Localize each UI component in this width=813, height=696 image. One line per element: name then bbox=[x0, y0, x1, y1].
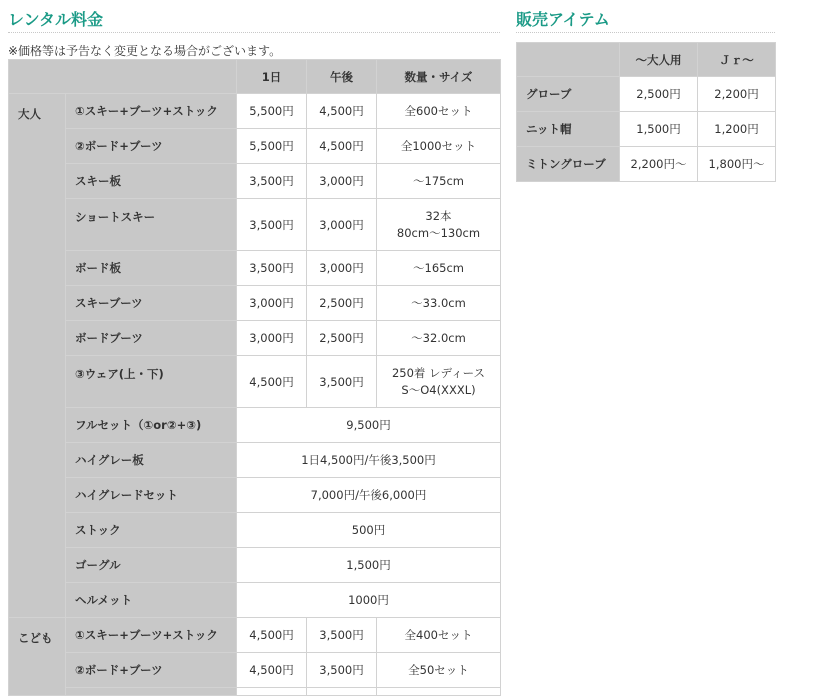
price-day: 5,500円 bbox=[237, 94, 307, 129]
item-name: ショートスキー bbox=[66, 199, 237, 251]
sales-item-table bbox=[516, 42, 776, 182]
price-day: 3,500円 bbox=[237, 251, 307, 286]
quantity-size: 全1000セット bbox=[377, 129, 501, 164]
header-adult-size: 〜大人用 bbox=[620, 43, 698, 77]
item-name: ②ボード+ブーツ bbox=[66, 653, 237, 688]
price-afternoon: 3,500円 bbox=[307, 653, 377, 688]
item-name: ニット帽 bbox=[517, 112, 620, 147]
price-afternoon: 3,500円 bbox=[307, 618, 377, 653]
table-row bbox=[9, 618, 501, 653]
sales-header-row bbox=[517, 43, 776, 77]
price-day-partial bbox=[237, 688, 307, 696]
table-row bbox=[517, 77, 776, 112]
price-afternoon-partial bbox=[307, 688, 377, 696]
item-name-partial bbox=[66, 688, 237, 696]
table-row bbox=[9, 548, 501, 583]
price-afternoon: 3,500円 bbox=[307, 356, 377, 408]
price-adult: 2,200円〜 bbox=[620, 147, 698, 182]
item-name: ①スキー+ブーツ+ストック bbox=[66, 618, 237, 653]
item-name: フルセット（①or②+③) bbox=[66, 408, 237, 443]
quantity-size: 全600セット bbox=[377, 94, 501, 129]
merged-price: 7,000円/午後6,000円 bbox=[237, 478, 501, 513]
price-notice: ※価格等は予告なく変更となる場合がございます。 bbox=[8, 44, 282, 58]
quantity-line: 32本 bbox=[425, 208, 452, 223]
table-row bbox=[9, 164, 501, 199]
price-junior: 1,800円〜 bbox=[698, 147, 776, 182]
table-row bbox=[9, 286, 501, 321]
table-row bbox=[517, 112, 776, 147]
header-blank bbox=[9, 60, 237, 94]
rental-header-row bbox=[9, 60, 501, 94]
table-row bbox=[9, 653, 501, 688]
price-afternoon: 2,500円 bbox=[307, 321, 377, 356]
quantity-size: 〜33.0cm bbox=[377, 286, 501, 321]
size-range-line: 80cm〜130cm bbox=[396, 225, 481, 240]
item-name: ボードブーツ bbox=[66, 321, 237, 356]
quantity-line: 250着 レディース bbox=[391, 365, 486, 380]
table-row bbox=[9, 513, 501, 548]
merged-price: 1000円 bbox=[237, 583, 501, 618]
price-day: 3,000円 bbox=[237, 321, 307, 356]
price-afternoon: 3,000円 bbox=[307, 199, 377, 251]
rental-title: レンタル料金 bbox=[8, 10, 103, 29]
item-name: ゴーグル bbox=[66, 548, 237, 583]
item-name: ②ボード+ブーツ bbox=[66, 129, 237, 164]
item-name: ミトングローブ bbox=[517, 147, 620, 182]
merged-price: 1日4,500円/午後3,500円 bbox=[237, 443, 501, 478]
price-day: 4,500円 bbox=[237, 618, 307, 653]
item-name: ①スキー+ブーツ+ストック bbox=[66, 94, 237, 129]
table-row bbox=[9, 129, 501, 164]
table-row bbox=[9, 583, 501, 618]
item-name: ③ウェア(上・下) bbox=[66, 356, 237, 408]
rental-title-divider bbox=[8, 32, 500, 33]
merged-price: 9,500円 bbox=[237, 408, 501, 443]
price-afternoon: 3,000円 bbox=[307, 251, 377, 286]
header-day: 1日 bbox=[237, 60, 307, 94]
price-afternoon: 2,500円 bbox=[307, 286, 377, 321]
item-name: グローブ bbox=[517, 77, 620, 112]
table-row bbox=[517, 147, 776, 182]
price-afternoon: 3,000円 bbox=[307, 164, 377, 199]
price-adult: 2,500円 bbox=[620, 77, 698, 112]
price-day: 4,500円 bbox=[237, 653, 307, 688]
rental-price-table bbox=[8, 59, 501, 696]
table-row bbox=[9, 443, 501, 478]
header-blank bbox=[517, 43, 620, 77]
header-quantity-size: 数量・サイズ bbox=[377, 60, 501, 94]
price-junior: 1,200円 bbox=[698, 112, 776, 147]
quantity-size: 〜165cm bbox=[377, 251, 501, 286]
quantity-size: 全400セット bbox=[377, 618, 501, 653]
table-row bbox=[9, 356, 501, 408]
price-day: 3,500円 bbox=[237, 199, 307, 251]
item-name: ヘルメット bbox=[66, 583, 237, 618]
item-name: スキーブーツ bbox=[66, 286, 237, 321]
table-row bbox=[9, 94, 501, 129]
price-day: 5,500円 bbox=[237, 129, 307, 164]
table-row bbox=[9, 478, 501, 513]
quantity-size: 〜175cm bbox=[377, 164, 501, 199]
quantity-size: 全50セット bbox=[377, 653, 501, 688]
item-name: ボード板 bbox=[66, 251, 237, 286]
quantity-size-partial bbox=[377, 688, 501, 696]
category-kids: こども bbox=[9, 618, 66, 696]
quantity-size bbox=[377, 199, 501, 251]
header-junior-size: Ｊｒ〜 bbox=[698, 43, 776, 77]
sales-title: 販売アイテム bbox=[516, 10, 610, 29]
item-name: スキー板 bbox=[66, 164, 237, 199]
item-name: ハイグレードセット bbox=[66, 478, 237, 513]
table-row bbox=[9, 251, 501, 286]
price-day: 4,500円 bbox=[237, 356, 307, 408]
item-name: ハイグレー板 bbox=[66, 443, 237, 478]
header-afternoon: 午後 bbox=[307, 60, 377, 94]
quantity-size bbox=[377, 356, 501, 408]
table-row-partial bbox=[9, 688, 501, 696]
price-afternoon: 4,500円 bbox=[307, 94, 377, 129]
table-row bbox=[9, 199, 501, 251]
sales-title-divider bbox=[516, 32, 775, 33]
price-junior: 2,200円 bbox=[698, 77, 776, 112]
category-adult: 大人 bbox=[9, 94, 66, 618]
merged-price: 1,500円 bbox=[237, 548, 501, 583]
table-row bbox=[9, 321, 501, 356]
merged-price: 500円 bbox=[237, 513, 501, 548]
size-range-line: S〜O4(XXXL) bbox=[401, 382, 476, 397]
item-name: ストック bbox=[66, 513, 237, 548]
price-day: 3,000円 bbox=[237, 286, 307, 321]
quantity-size: 〜32.0cm bbox=[377, 321, 501, 356]
price-day: 3,500円 bbox=[237, 164, 307, 199]
price-afternoon: 4,500円 bbox=[307, 129, 377, 164]
table-row bbox=[9, 408, 501, 443]
price-adult: 1,500円 bbox=[620, 112, 698, 147]
